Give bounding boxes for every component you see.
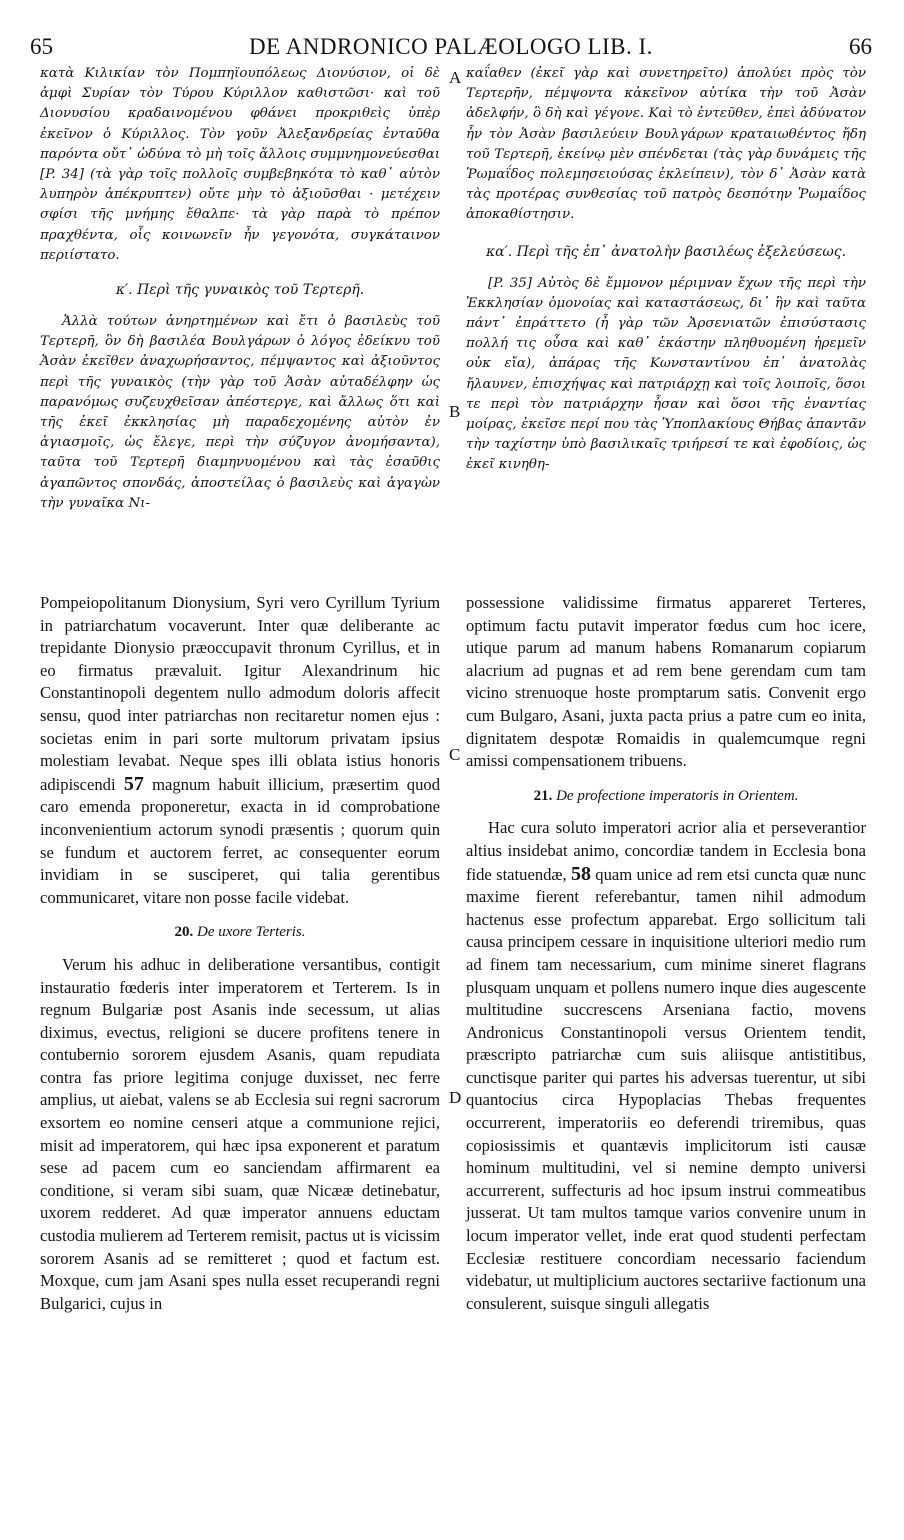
latin-text: Pompeiopolitanum Dionysium, Syri vero Cyrillum Tyrium in patriarchatum vocaverunt. Inter quæ deliberante ac trepidante Dionysio præoccupavit thronum Cyrillus, et in eo firmatus prævaluit. Igitur Alexandrinum hic Constantinopoli degentem nullo admodum doloris affecit sensu, quod inter patriarchas non recitaretur nomen ejus : societas enim in pari sorte multorum privatam ipsius molestiam levabat. Neque spes illi oblata istius honoris adipiscendi (40, 593, 440, 794)
margin-letter-d: D (449, 1088, 462, 1107)
left-latin-column (40, 592, 440, 1315)
margin-letter-c: C (449, 745, 461, 764)
section-heading-greek: κ′. Περὶ τῆς γυναικὸς τοῦ Τερτερῆ. (115, 282, 365, 299)
margin-letter-b: B (449, 402, 461, 421)
page-marker: 58 (570, 862, 591, 885)
greek-paragraph: [P. 35] Αὐτὸς δὲ ἔμμονον μέριμναν ἔχων τῆς περὶ τὴν Ἐκκλησίαν ὁμονοίας καὶ καταστάσεως, δι᾽ ἣν καὶ ταῦτα πάντ᾽ ἐπράττετο (ἦ γὰρ τῶν Ἀρσενιατῶν ἐπισύστασις πολλή τις οὖσα καὶ καθ᾽ ἑκάστην πληθυομένη ἠρεμεῖν οὐκ εἴα), ἀπάρας τῆς Κωνσταντίνου ἐπ᾽ ἀνατολὰς ἤλαυνεν, ἐπισχήψας καὶ πατριάρχῃ καὶ τοῖς λοιποῖς, ὅσοι τε περὶ τὸν πατριάρχην ἦσαν καὶ ὅσοι τῆς ἐναντίας μοίρας, ἐκεῖσε περί που τὰς Ὑποπλακίους Θήβας ἀπαντᾶν τὴν ταχίστην ὑπὸ βασιλικαῖς τριήρεσί τε καὶ ἐφοδίοις, ὡς ἐκεῖ κινηθη- (466, 275, 866, 473)
running-title: DE ANDRONICO PALÆOLOGO LIB. I. (249, 34, 653, 59)
greek-paragraph: Ἀλλὰ τούτων ἀνηρτημένων καὶ ἔτι ὁ βασιλεὺς τοῦ Τερτερῆ, ὃν δὴ βασιλέα Βουλγάρων ὁ λόγος ἐδείκνυ τοῦ Ἀσὰν ἐκεῖθεν ἀναχωρήσαντος, πέμψαντος καὶ ἀξιοῦντος περὶ τῆς γυναικὸς (τὴν γὰρ τοῦ Ἀσὰν αὐταδέλφην ὡς παρανόμως συζευχθεῖσαν ἀπέστεργε, καὶ ἄλλως ὅτι καὶ τῆς ἐκεῖ ἐκκλησίας μὴ παραδεχομένης αὐτὸν ἐν ἁγιασμοῖς, ὡς ἔλεγε, περὶ τὴν σύζυγον ἀνομήσαντα), ταῦτα τοῦ Τερτερῆ διαμηνυομένου καὶ τὰς ἐσαῦθις ἀγαπῶντος σπονδάς, ἀποστείλας ὁ βασιλεὺς καὶ ἀγαγὼν τὴν γυναῖκα Νι- (40, 314, 440, 511)
running-header (30, 34, 872, 60)
section-heading-latin (40, 921, 440, 944)
latin-text: magnum habuit illicium, præsertim quod caro emenda proponeretur, exacta in id comprobatione inconvenientium actorum synodi præsentis ; quorum quin se fundum et auctorem ferret, ac consequenter eorum invidiam in se susciperet, qui talia gerentibus communicaret, vitare non posse facile videbat. (40, 774, 440, 907)
page-marker: 57 (123, 772, 144, 795)
page-number-right: 66 (849, 34, 872, 59)
latin-text: quam unice ad rem etsi cuncta quæ nunc maxime fierent referebantur, tamen nihil admodum hactenus esse profectum apparebat. Ergo sollicitum tali causa principem cessare in inquisitione ulteriori medio rum ad finem tam necessarium, cum minime sineret flagrans plusquam unquam et pollens numero inque dies augescente multitudine succrescens Arseniana factio, movens Andronicus Constantinopoli versus Orientem tendit, præscripto patriarchæ cum suis aliisque antistitibus, cunctisque pariter qui partes his adversas tuerentur, ut sibi quantocius circa Hypoplacias Thebas frequentes occurrerent, imperatoriis eo deferendi triremibus, quas copiosissimis et quantævis implicitorum isti causæ hominum multitudini, vel si nemine dempto universi accurrerent, suffecturis ad hoc ipsum instrui commeatibus jusserat. Ut tam multos tamque varios convenire unum in locum imperator vellet, inde erat quod studenti perfectam Ecclesiæ restituere concordiam necessario faciendum videbatur, ut multiplicium auctores sectariive factionum una consulerent, suisque singuli allegatis (466, 864, 867, 1313)
page-number-left: 65 (30, 34, 53, 59)
right-latin-column (466, 592, 866, 1315)
section-title: De profectione imperatoris in Orientem. (556, 787, 799, 804)
latin-paragraph (466, 817, 866, 1315)
section-title: De uxore Terteris. (197, 924, 306, 941)
left-greek-column (40, 64, 440, 514)
section-number: 20. (174, 924, 194, 941)
latin-text: Hac cura soluto imperatori acrior alia et perseverantior altius insidebat animo, concordiæ tandem in Ecclesia bona fide statuendæ, (466, 818, 866, 884)
latin-paragraph: Verum his adhuc in deliberatione versantibus, contigit instauratio fœderis inter imperatorem et Terterem. Is in regnum Bulgariæ post Asanis inde secessum, ut alias diximus, evectus, religioni se ducere profitens tenere in contubernio sororem ejusdem Asanis, quam repudiata contra fas priore legitima conjuge duxisset, nec ferre amplius, ut aiebat, valens se ab Ecclesia sui regni sacrorum exsortem eo nomine censeri atque a communione rejici, misit ad imperatorem, qui hæc ipsa exponerent et paratum sese ad pacem cum eo sanciendam affirmarent ea conditione, si veram sibi suam, quæ Nicææ detinebatur, uxorem redderet. Ad quæ imperator annuens eductam custodia mulierem ad Terterem remisit, pactus ut is vicissim sororem Asanis ad se remitteret ; quod et factum est. Moxque, cum jam Asani spes nulla esset recuperandi regni Bulgarici, cujus in (40, 954, 440, 1313)
right-greek-column (466, 64, 866, 476)
latin-paragraph (40, 592, 440, 909)
greek-paragraph: κατὰ Κιλικίαν τὸν Πομπηϊουπόλεως Διονύσιον, οἱ δὲ ἀμφὶ Συρίαν τὸν Τύρου Κύριλλον καθιστῶσι· καὶ τοῦ Διονυσίου κραδαινομένου φθάνει προκριθεὶς ὑπὲρ ἐκεῖνον ὁ Κύριλλος. Τὸν γοῦν Ἀλεξανδρείας ἐνταῦθα παρόντα οὔτ᾽ ὠδύνα τὸ μὴ τοῖς ἄλλοις συμμνημονεύεσθαι [P. 34] (τὰ γὰρ τοῖς πολλοῖς συμβεβηκότα τὸ καθ᾽ αὑτὸν λυπηρὸν ἀπέκρυπτεν) οὔτε μὴν τὸ ἀξιοῦσθαι · μετέχειν σφίσι τῆς μνήμης ἔθαλπε· τὰ γὰρ παρὰ τὸ πρέπον πραχθέντα, οἷς κοινωνεῖν ἦν γεγονότα, συγκάταινον περιίστατο. (40, 66, 440, 263)
section-heading-greek: κα′. Περὶ τῆς ἐπ᾽ ἀνατολὴν βασιλέως ἐξελεύσεως. (485, 243, 847, 260)
section-heading-latin (466, 785, 866, 808)
margin-letter-a: A (449, 68, 462, 87)
latin-paragraph: possessione validissime firmatus appareret Terteres, optimum factu putavit imperator fœdus cum hoc icere, utique parum ad manum habens Romanarum copiarum alacrium ad pugnas et ad rem bene gerendam cum tam vicino strenuoque hoste promptarum satis. Convenit ergo cum Bulgaro, Asani, juxta pacta prius a patre cum eo inita, dignitatem despotæ Romaidis in qualemcumque regni amissi compensationem tribuens. (466, 593, 866, 771)
greek-paragraph: καΐαθεν (ἐκεῖ γὰρ καὶ συνετηρεῖτο) ἀπολύει πρὸς τὸν Τερτερῆν, πέμψοντα κἀκεῖνον αὐτίκα τὴν τοῦ Ἀσὰν ἀδελφήν, ὃ δὴ καὶ γέγονε. Καὶ τὸ ἐντεῦθεν, ἐπεὶ ἀδύνατον ἦν τὸν Ἀσὰν βασιλεύειν Βουλγάρων κραταιωθέντος ἤδη τοῦ Τερτερῆ, ἐκείνῳ μὲν σπένδεται (τὰς γὰρ δυνάμεις τῆς Ῥωμαΐδος πολεμησειούσας ἐκλείπειν), τὸν δ᾽ Ἀσὰν κατὰ τὰς προτέρας συνθεσίας τοῦ πατρὸς δεσπότην Ῥωμαΐδος ἀποκαθίστησιν. (466, 66, 866, 223)
section-number: 21. (533, 787, 553, 804)
